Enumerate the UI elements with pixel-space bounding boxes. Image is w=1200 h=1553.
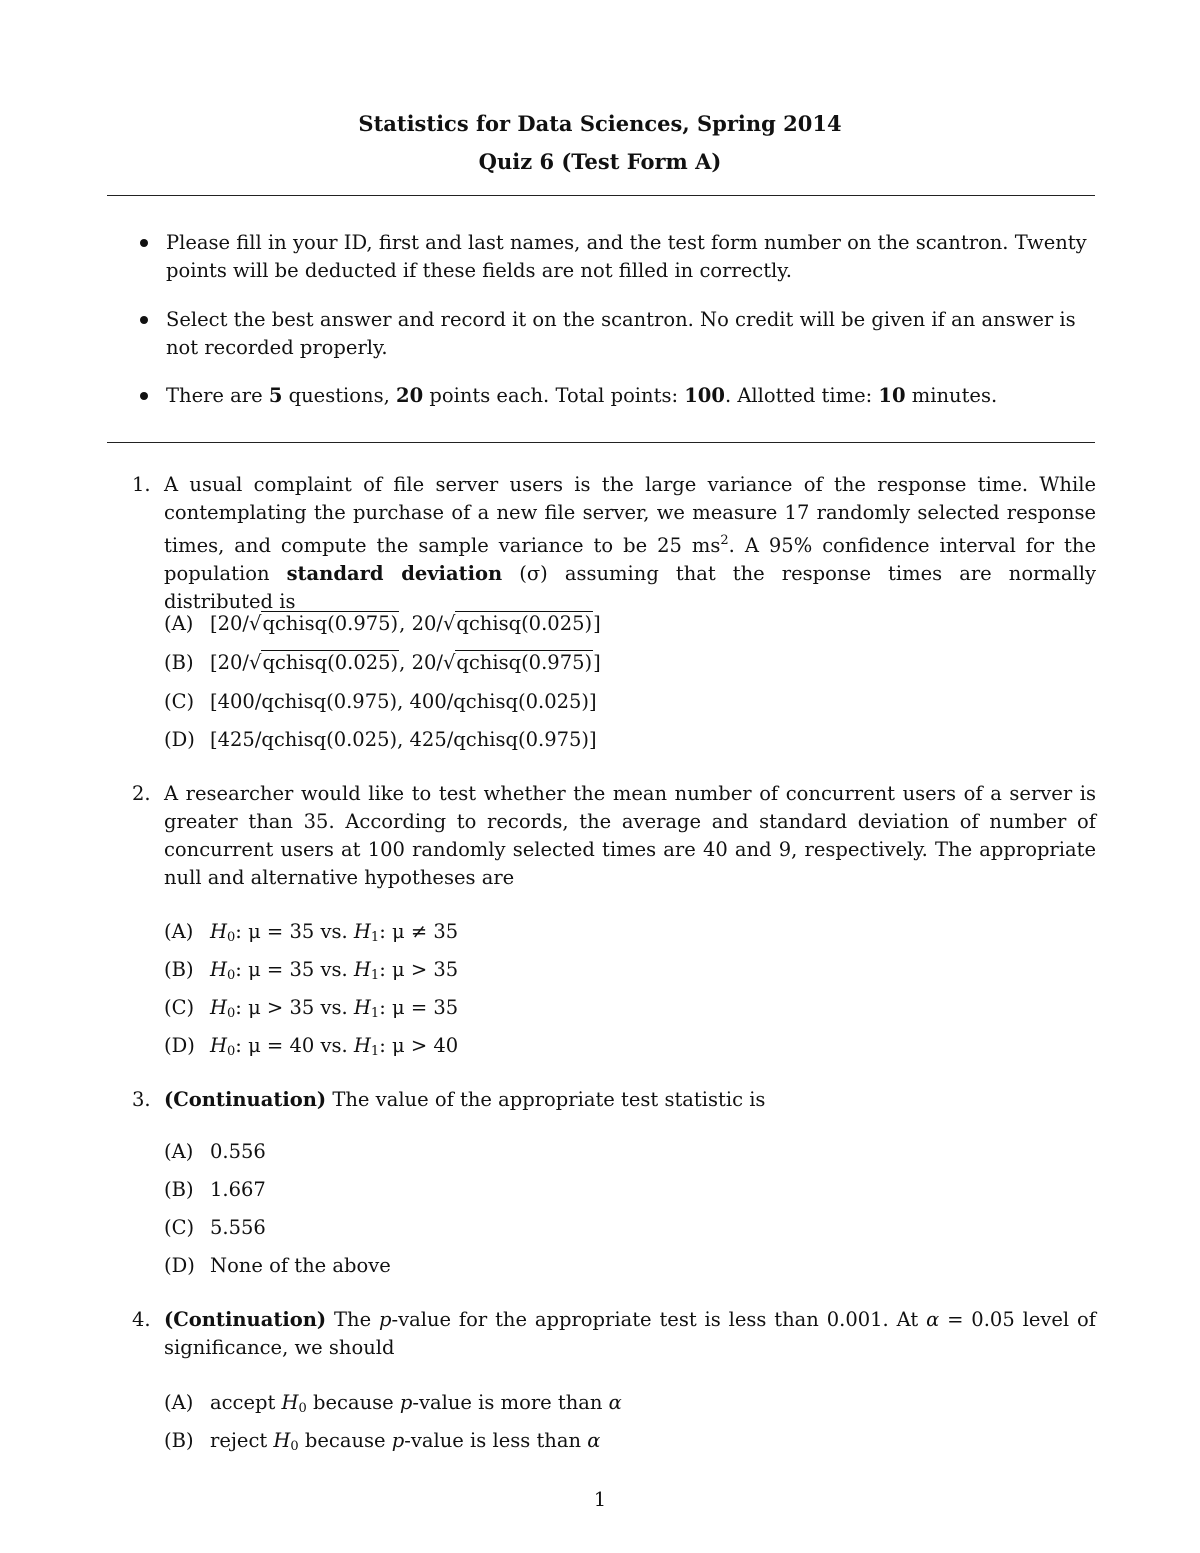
bottom-rule — [107, 442, 1095, 443]
instruction-text: Please fill in your ID, first and last names, and the test form number on the scantron. Twenty points will be deducted if these fields are not filled in correctly. — [166, 231, 1087, 282]
answer-option: (A) $H_0$: μ = 35 vs. $H_1$: μ ≠ 35 — [164, 920, 459, 945]
answer-option: (D) None of the above — [164, 1254, 391, 1277]
bullet-icon — [140, 392, 148, 400]
question-number: 2. — [132, 782, 151, 805]
quiz-title: Quiz 6 (Test Form A) — [478, 149, 722, 174]
answer-option: (A) [20/√qchisq(0.975), 20/√qchisq(0.025)] — [164, 612, 601, 635]
answer-option: (C) $H_0$: μ > 35 vs. $H_1$: μ = 35 — [164, 996, 459, 1021]
answer-option: (A) accept $H_0$ because p-value is more than α — [164, 1391, 622, 1416]
answer-option: (B) [20/√qchisq(0.025), 20/√qchisq(0.975)] — [164, 651, 601, 674]
top-rule — [107, 195, 1095, 196]
instruction-item — [140, 229, 1095, 285]
question-number: 3. — [132, 1088, 151, 1111]
question-text: (Continuation) The p-value for the appropriate test is less than 0.001. At α = 0.05 level of significance, we should — [164, 1308, 1096, 1359]
question-number: 1. — [132, 473, 151, 496]
bullet-icon — [140, 239, 148, 247]
instruction-text: Select the best answer and record it on the scantron. No credit will be given if an answer is not recorded properly. — [166, 308, 1076, 359]
answer-option: (B) $H_0$: μ = 35 vs. $H_1$: μ > 35 — [164, 958, 459, 983]
answer-option: (D) $H_0$: μ = 40 vs. $H_1$: μ > 40 — [164, 1034, 459, 1059]
question-text: A researcher would like to test whether the mean number of concurrent users of a server is greater than 35. According to records, the average and standard deviation of number of concurrent users at 100 randomly selected times are 40 and 9, respectively. The appropriate null and alternative hypotheses are — [164, 782, 1096, 889]
question-text: A usual complaint of file server users is the large variance of the response time. While contemplating the purchase of a new file server, we measure 17 randomly selected response times, and compute the sample variance to be 25 $ms^2$. A 95% confidence interval for the population standard deviation (σ) assuming that the response times are normally distributed is — [164, 473, 1096, 613]
bullet-icon — [140, 316, 148, 324]
answer-option: (A) 0.556 — [164, 1140, 266, 1163]
course-title: Statistics for Data Sciences, Spring 2014 — [358, 111, 842, 136]
answer-option: (C) [400/qchisq(0.975), 400/qchisq(0.025)] — [164, 690, 597, 713]
question-number: 4. — [132, 1308, 151, 1331]
page-number: 1 — [593, 1488, 607, 1511]
answer-option: (C) 5.556 — [164, 1216, 266, 1239]
answer-option: (D) [425/qchisq(0.025), 425/qchisq(0.975)] — [164, 728, 597, 751]
instruction-item — [140, 306, 1095, 362]
answer-option: (B) reject $H_0$ because p-value is less than α — [164, 1429, 601, 1454]
instruction-item — [140, 382, 1095, 410]
instruction-text: There are 5 questions, 20 points each. Total points: 100. Allotted time: 10 minutes. — [166, 384, 998, 407]
question-text: (Continuation) The value of the appropriate test statistic is — [164, 1088, 766, 1111]
answer-option: (B) 1.667 — [164, 1178, 266, 1201]
